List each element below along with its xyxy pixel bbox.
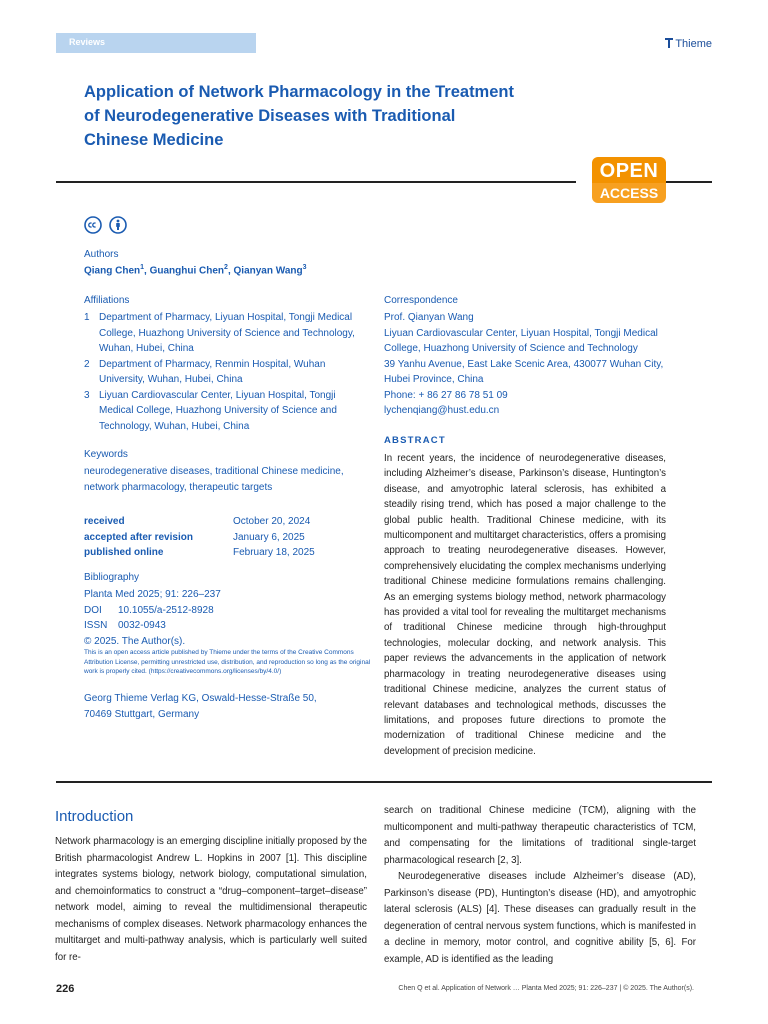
attribution-icon bbox=[109, 216, 127, 234]
introduction-paragraph: search on traditional Chinese medicine (TCM), aligning with the multicomponent and multi-pathway therapeutic characteristics of TCM, and compensating for the limitations of traditional single-target pharmacological research [2, 3]. bbox=[384, 805, 696, 866]
header-divider bbox=[56, 181, 576, 183]
publisher-logo bbox=[665, 38, 712, 50]
affiliation-number: 1 bbox=[84, 312, 90, 323]
issn-label: ISSN bbox=[84, 620, 108, 631]
bibliography-block bbox=[84, 587, 374, 649]
correspondence-address: 39 Yanhu Avenue, East Lake Scenic Area, 430077 Wuhan City, Hubei Province, China bbox=[384, 358, 664, 385]
page-number: 226 bbox=[56, 983, 75, 995]
doi-label: DOI bbox=[84, 604, 102, 616]
affiliation-text: Department of Pharmacy, Renmin Hospital, Wuhan University, Wuhan, Hubei, China bbox=[99, 358, 326, 385]
affiliation-item bbox=[84, 310, 366, 357]
correspondence-name: Prof. Qianyan Wang bbox=[384, 312, 474, 323]
footer-citation: Chen Q et al. Application of Network … Planta Med 2025; 91: 226–237 | © 2025. The Author(s). bbox=[398, 985, 694, 992]
author-name: Guanghui Chen bbox=[149, 265, 225, 277]
keywords-label: Keywords bbox=[84, 449, 128, 460]
license-statement: This is an open access article published by Thieme under the terms of the Creative Commons Attribution License, permitting unrestricted use, distribution, and reproduction so long as the original work is properly cited. (https://creativecommons.org/licenses/by/4.0/) bbox=[84, 649, 371, 675]
correspondence-email[interactable]: lychenqiang@hust.edu.cn bbox=[384, 405, 500, 416]
article-title: Application of Network Pharmacology in the Treatment of Neurodegenerative Diseases with Traditional Chinese Medicine bbox=[84, 83, 514, 149]
affiliation-text: Liyuan Cardiovascular Center, Liyuan Hospital, Tongji Medical College, Huazhong University of Science and Technology, Wuhan, Hubei, China bbox=[99, 389, 337, 432]
author-affiliation: 3 bbox=[302, 264, 307, 271]
date-row bbox=[84, 532, 374, 548]
article-dates bbox=[84, 516, 374, 563]
author-affiliation: 1 bbox=[140, 264, 145, 271]
abstract-heading: ABSTRACT bbox=[384, 435, 446, 446]
date-row bbox=[84, 516, 374, 532]
affiliation-item bbox=[84, 357, 366, 388]
issn-value: 0032-0943 bbox=[118, 620, 166, 631]
open-access-top: OPEN bbox=[592, 157, 666, 185]
author-affiliation: 2 bbox=[224, 264, 228, 271]
correspondence-address: Liyuan Cardiovascular Center, Liyuan Hospital, Tongji Medical College, Huazhong University of Science and Technology bbox=[384, 327, 658, 354]
correspondence-block bbox=[384, 310, 684, 419]
publisher-name: Thieme bbox=[675, 38, 712, 50]
date-value: January 6, 2025 bbox=[233, 531, 305, 543]
header-divider-right bbox=[666, 181, 712, 183]
doi-line bbox=[84, 603, 374, 619]
license-icons bbox=[84, 216, 130, 239]
introduction-left-column bbox=[55, 834, 367, 966]
author-name: Qiang Chen bbox=[84, 265, 141, 277]
thieme-logo-icon bbox=[665, 38, 673, 48]
introduction-right-column bbox=[384, 803, 696, 968]
section-label: Reviews bbox=[69, 37, 106, 47]
author-name: Qianyan Wang bbox=[233, 265, 303, 277]
bibliography-label: Bibliography bbox=[84, 572, 140, 583]
affiliation-item bbox=[84, 388, 366, 435]
section-divider bbox=[56, 781, 712, 783]
affiliations-list bbox=[84, 310, 366, 434]
abstract-text: In recent years, the incidence of neurodegenerative diseases, including Alzheimer’s disease, Parkinson’s disease, Huntington’s disease, and amyotrophic lateral sclerosis, has exhibited a steadily rising trend, which has posed a major challenge to the global public health. Traditional Chinese medicine, with its multicomponent and multitarget characteristics, offers a promising approach to treating neurodegenerative diseases. However, comprehensively elucidating the complex mechanisms underlying traditional Chinese medicine formulations remains challenging. As an emerging systems biology method, network pharmacology has provided a vital tool for revealing the multitarget mechanisms of traditional Chinese medicine through high-throughput technologies, molecular docking, and network analysis. This paper reviews the advancements in the application of network pharmacology in treating neurodegenerative diseases using traditional Chinese medicine, analyzes the current status of relevant databases and technological methods, discusses the limitations, and proposes future directions to promote the modernization of traditional Chinese medicine and the development of precision medicine. bbox=[384, 453, 666, 757]
affiliation-number: 3 bbox=[84, 389, 90, 401]
section-bar bbox=[56, 33, 256, 53]
date-label: received bbox=[84, 516, 125, 527]
doi-link[interactable]: 10.1055/a-2512-8928 bbox=[118, 604, 214, 616]
citation: Planta Med 2025; 91: 226–237 bbox=[84, 589, 221, 600]
affiliations-label: Affiliations bbox=[84, 295, 130, 306]
date-value: October 20, 2024 bbox=[233, 516, 311, 527]
issn-line bbox=[84, 618, 374, 634]
affiliation-number: 2 bbox=[84, 358, 90, 370]
introduction-heading: Introduction bbox=[55, 808, 134, 825]
authors-label: Authors bbox=[84, 249, 119, 260]
publisher-line: Georg Thieme Verlag KG, Oswald-Hesse-Straße 50, bbox=[84, 693, 317, 704]
correspondence-phone: Phone: + 86 27 86 78 51 09 bbox=[384, 389, 508, 401]
keywords-text: neurodegenerative diseases, traditional Chinese medicine, network pharmacology, therapeutic targets bbox=[84, 466, 344, 493]
publisher-address bbox=[84, 691, 374, 722]
date-label: accepted after revision bbox=[84, 531, 193, 543]
open-access-bottom: ACCESS bbox=[592, 183, 666, 203]
copyright: © 2025. The Author(s). bbox=[84, 635, 186, 647]
cc-icon bbox=[84, 216, 102, 234]
date-row bbox=[84, 547, 374, 563]
affiliation-text: Department of Pharmacy, Liyuan Hospital, Tongji Medical College, Huazhong University of Science and Technology, Wuhan, Hubei, China bbox=[99, 312, 355, 354]
correspondence-label: Correspondence bbox=[384, 295, 458, 306]
date-label: published online bbox=[84, 547, 164, 558]
date-value: February 18, 2025 bbox=[233, 547, 315, 558]
introduction-paragraph: Neurodegenerative diseases include Alzheimer’s disease (AD), Parkinson’s disease (PD), Huntington’s disease (HD), and amyotrophic lateral sclerosis (ALS) [4]. These diseases can gradually result in the degeneration of central nervous system functions, which is manifested in a decline in memory, motor control, and cognitive ability [5, 6]. For example, AD is identified as the leading bbox=[384, 871, 696, 965]
introduction-paragraph: Network pharmacology is an emerging discipline initially proposed by the British pharmacologist Andrew L. Hopkins in 2007 [1]. This discipline integrates systems biology, network biology, computational simulation, and chemoinformatics to construct a “drug–component–target–disease” network model, aiming to reveal the multidimensional therapeutic mechanisms of complex diseases. Network pharmacology enhances the multitarget and multi-pathway analysis, which is particularly well suited for re- bbox=[55, 836, 367, 963]
authors-list: Qiang Chen$^1$, Guanghui Chen$^2$, Qianyan Wang$^3$ bbox=[84, 264, 307, 277]
publisher-line: 70469 Stuttgart, Germany bbox=[84, 708, 200, 720]
open-access-badge bbox=[592, 157, 666, 205]
